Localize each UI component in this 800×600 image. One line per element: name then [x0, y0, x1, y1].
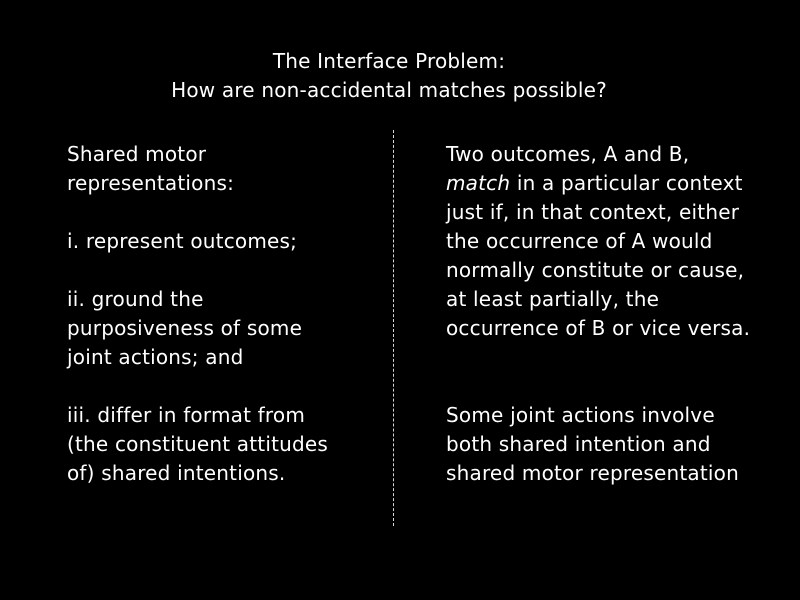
definition-line-6: at least partially, the	[446, 287, 660, 311]
left-heading-line-1: Shared motor	[67, 142, 207, 166]
column-divider	[393, 130, 394, 526]
title-line-2: How are non-accidental matches possible?	[171, 78, 607, 102]
left-item-2-line-1: ii. ground the	[67, 287, 204, 311]
left-item-3-line-3: of) shared intentions.	[67, 461, 286, 485]
definition-line-2	[446, 169, 786, 198]
title-line-1: The Interface Problem:	[272, 49, 506, 73]
spacer	[67, 256, 387, 285]
left-heading-line-2: representations:	[67, 171, 235, 195]
claim-line-3: shared motor representation	[446, 461, 739, 485]
definition-line-7: occurrence of B or vice versa.	[446, 316, 751, 340]
right-column	[446, 140, 786, 488]
left-item-1: i. represent outcomes;	[67, 229, 298, 253]
definition-line-5: normally constitute or cause,	[446, 258, 745, 282]
claim-line-2: both shared intention and	[446, 432, 711, 456]
left-item-2-line-2: purposiveness of some	[67, 316, 303, 340]
definition-line-3: just if, in that context, either	[446, 200, 740, 224]
definition-line-4: the occurrence of A would	[446, 229, 713, 253]
spacer	[446, 343, 786, 372]
definition-line-1: Two outcomes, A and B,	[446, 142, 690, 166]
left-item-3-line-2: (the constituent attitudes	[67, 432, 329, 456]
match-term: match	[446, 171, 511, 195]
spacer	[67, 198, 387, 227]
slide-title	[0, 47, 778, 105]
left-item-3-line-1: iii. differ in format from	[67, 403, 306, 427]
claim-line-1: Some joint actions involve	[446, 403, 715, 427]
spacer	[67, 372, 387, 401]
left-column	[67, 140, 387, 488]
definition-line-2-rest: in a particular context	[510, 171, 743, 195]
left-item-2-line-3: joint actions; and	[67, 345, 244, 369]
spacer	[446, 372, 786, 401]
